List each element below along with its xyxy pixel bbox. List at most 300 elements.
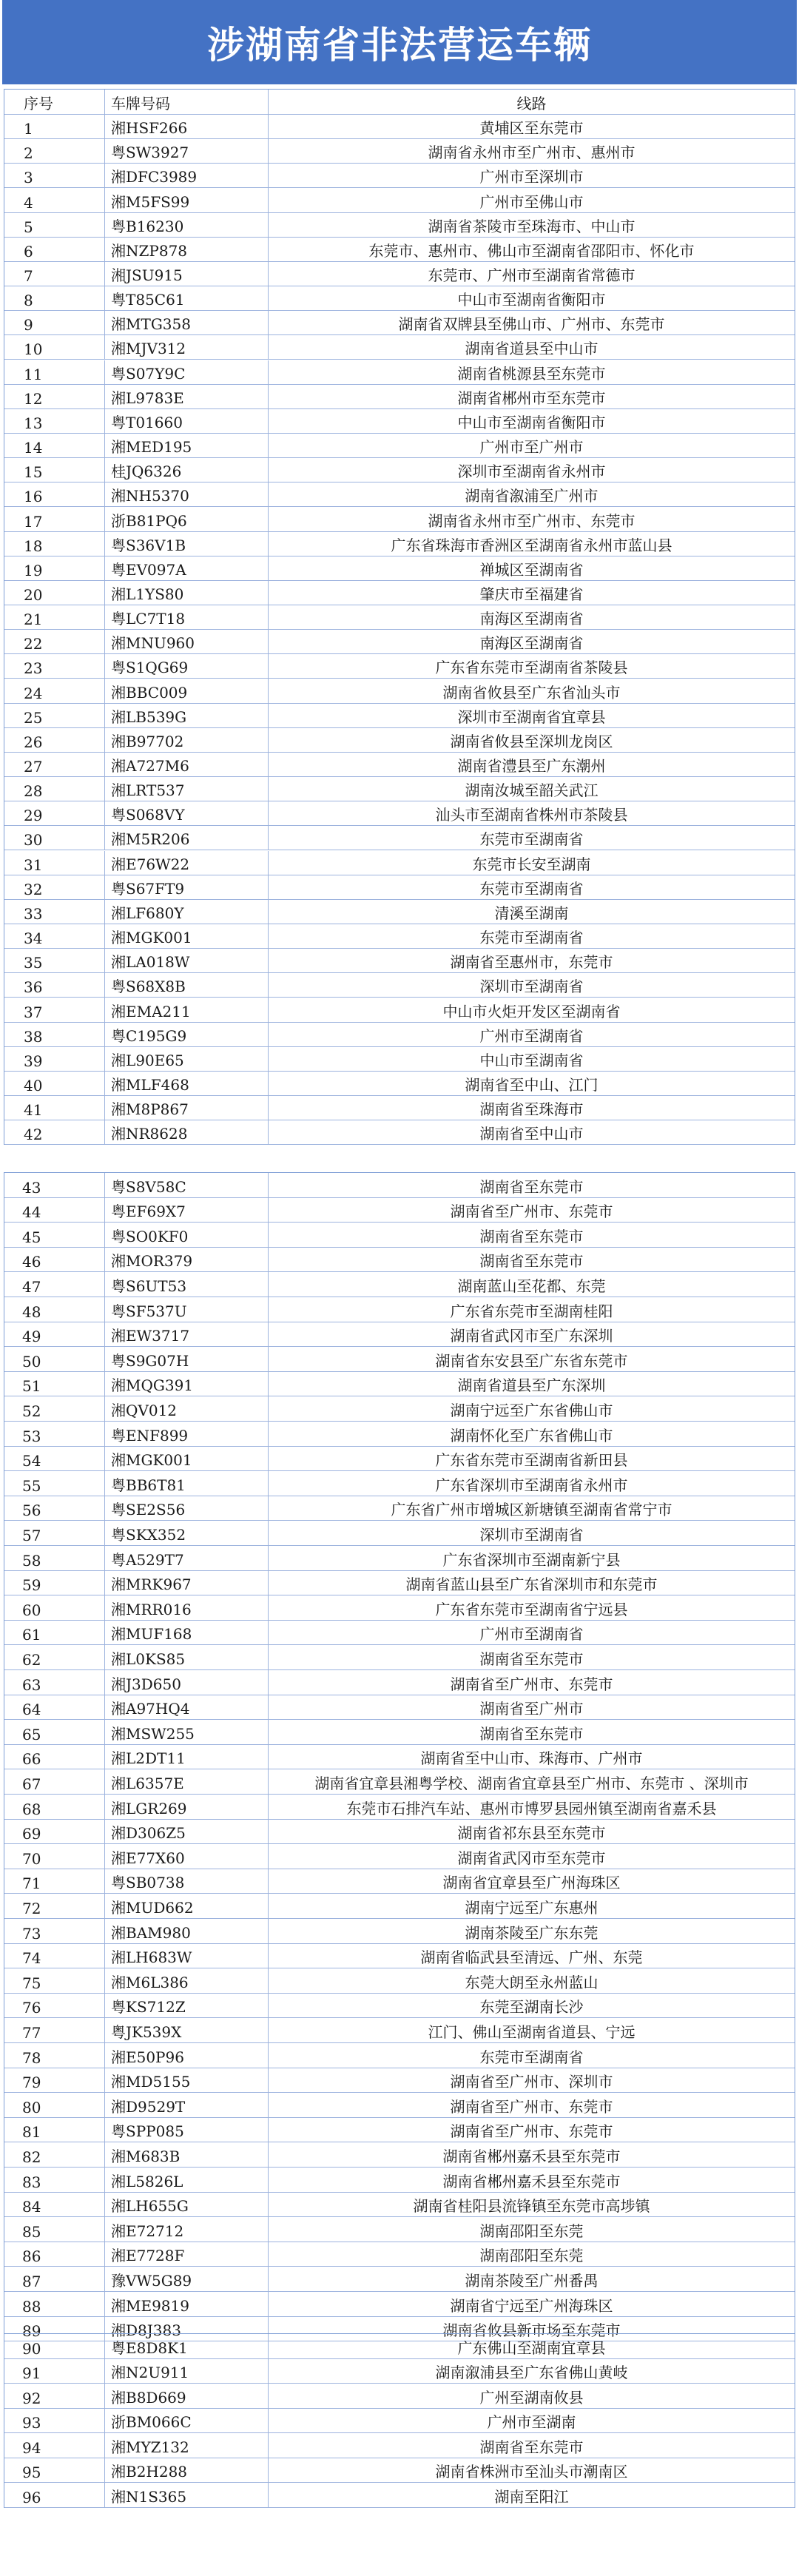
row-plate: 湘E50P96 (105, 2043, 269, 2068)
row-route: 湖南省郴州市至东莞市 (457, 389, 606, 407)
table-row (4, 1795, 795, 1820)
row-plate: 粤S068VY (105, 801, 269, 825)
row-plate: 湘B97702 (105, 728, 269, 752)
row-plate: 浙B81PQ6 (105, 507, 269, 531)
row-route: 湖南省至东莞市 (479, 1177, 584, 1196)
row-route: 湖南省武冈市至东莞市 (457, 1849, 606, 1867)
row-seq: 12 (4, 385, 105, 408)
row-route: 东莞市长安至湖南 (472, 855, 591, 873)
row-plate: 湘N2U911 (105, 2359, 269, 2384)
row-route: 中山市至湖南省衡阳市 (457, 291, 606, 309)
row-seq: 94 (4, 2433, 105, 2458)
table-row (4, 115, 795, 139)
row-seq: 58 (4, 1546, 105, 1570)
row-plate: 湘LA018W (105, 949, 269, 972)
row-seq: 78 (4, 2043, 105, 2068)
row-plate: 豫VW5G89 (105, 2267, 269, 2291)
row-route: 东莞市、广州市至湖南省常德市 (428, 266, 636, 285)
row-route: 东莞市至湖南省 (479, 2048, 584, 2066)
table-row (4, 434, 795, 458)
table-row (4, 2168, 795, 2193)
table-row (4, 801, 795, 826)
row-seq: 60 (4, 1595, 105, 1620)
row-plate: 湘MOR379 (105, 1248, 269, 1272)
table-row (4, 1297, 795, 1322)
row-plate: 湘QV012 (105, 1396, 269, 1421)
row-route: 湖南省攸县至广东省汕头市 (442, 683, 621, 702)
table-row (4, 385, 795, 409)
table-header (4, 90, 795, 115)
row-seq: 26 (4, 728, 105, 752)
table-row (4, 1769, 795, 1795)
table-row (4, 2018, 795, 2043)
row-route: 东莞市至湖南省 (479, 879, 584, 898)
row-plate: 湘M683B (105, 2142, 269, 2167)
row-route: 深圳市至湖南省宜章县 (457, 707, 606, 726)
row-plate: 粤EV097A (105, 556, 269, 580)
table-row (4, 188, 795, 212)
row-route: 湖南宁远至广东省佛山市 (450, 1401, 613, 1419)
table-row (4, 679, 795, 703)
row-plate: 粤B16230 (105, 213, 269, 237)
row-seq: 64 (4, 1695, 105, 1720)
row-plate: 湘M6L386 (105, 1968, 269, 1993)
row-plate: 湘MYZ132 (105, 2433, 269, 2458)
row-route: 湖南省至广州市 (479, 1700, 584, 1718)
row-seq: 56 (4, 1496, 105, 1521)
row-route: 广东省深圳市至湖南新宁县 (442, 1550, 621, 1569)
row-plate: 湘EMA211 (105, 998, 269, 1021)
table-row (4, 2267, 795, 2292)
table-row (4, 826, 795, 850)
row-plate: 湘B8D669 (105, 2384, 269, 2408)
table-row (4, 2359, 795, 2384)
row-seq: 62 (4, 1645, 105, 1669)
row-plate: 湘E76W22 (105, 851, 269, 875)
row-plate: 粤A529T7 (105, 1546, 269, 1570)
row-route: 江门、佛山至湖南省道县、宁远 (428, 2022, 636, 2041)
row-plate: 湘BAM980 (105, 1919, 269, 1943)
row-seq: 15 (4, 458, 105, 482)
row-seq: 5 (4, 213, 105, 237)
row-route: 湖南省至东莞市 (479, 1227, 584, 1245)
table-row (4, 1347, 795, 1372)
row-seq: 72 (4, 1894, 105, 1918)
row-seq: 47 (4, 1272, 105, 1297)
row-route: 湖南省宜章县湘粤学校、湖南省宜章县至广州市、东莞市 、深圳市 (314, 1774, 749, 1792)
row-plate: 粤S07Y9C (105, 360, 269, 384)
row-route: 广州市至湖南省 (479, 1026, 584, 1045)
row-seq: 42 (4, 1120, 105, 1144)
row-plate: 湘MUD662 (105, 1894, 269, 1918)
row-route: 湖南至阳江 (494, 2487, 569, 2506)
row-plate: 湘JSU915 (105, 262, 269, 286)
row-route: 湖南省至广州市、东莞市 (450, 2097, 613, 2116)
row-route: 东莞市至湖南省 (479, 830, 584, 849)
row-plate: 湘MNU960 (105, 630, 269, 653)
row-route: 湖南省郴州嘉禾县至东莞市 (442, 2172, 621, 2190)
row-seq: 81 (4, 2118, 105, 2142)
row-plate: 湘E7728F (105, 2242, 269, 2267)
row-seq: 70 (4, 1844, 105, 1869)
row-route: 湖南省至珠海市 (479, 1100, 584, 1119)
row-seq: 4 (4, 188, 105, 212)
row-plate: 湘MED195 (105, 434, 269, 457)
row-plate: 粤C195G9 (105, 1023, 269, 1046)
row-route: 中山市至湖南省衡阳市 (457, 413, 606, 431)
row-plate: 粤S36V1B (105, 532, 269, 556)
table-row (4, 2093, 795, 2118)
row-seq: 96 (4, 2483, 105, 2507)
table-row (4, 2458, 795, 2483)
row-seq: 23 (4, 654, 105, 678)
row-seq: 8 (4, 286, 105, 310)
row-seq: 95 (4, 2458, 105, 2483)
table-row (4, 1372, 795, 1397)
row-seq: 1 (4, 115, 105, 138)
row-seq: 51 (4, 1372, 105, 1396)
table-row (4, 1869, 795, 1894)
header-route: 线路 (516, 95, 547, 112)
table-row (4, 605, 795, 630)
row-route: 禅城区至湖南省 (479, 560, 584, 579)
table-row (4, 949, 795, 973)
table-row (4, 1173, 795, 1198)
row-seq: 34 (4, 924, 105, 948)
row-plate: 湘E72712 (105, 2217, 269, 2242)
table-row (4, 900, 795, 924)
row-route: 湖南省株洲市至汕头市潮南区 (435, 2463, 628, 2481)
row-route: 广州市至深圳市 (479, 168, 584, 186)
row-route: 深圳市至湖南省永州市 (457, 463, 606, 481)
row-route: 湖南省至东莞市 (479, 2438, 584, 2456)
table-row (4, 1447, 795, 1472)
row-seq: 84 (4, 2193, 105, 2217)
row-route: 湖南省武冈市至广东深圳 (450, 1327, 613, 1345)
row-route: 广东省珠海市香洲区至湖南省永州市蓝山县 (391, 536, 672, 554)
table-row (4, 998, 795, 1022)
row-route: 湖南省至中山、江门 (465, 1075, 599, 1094)
table-row (4, 139, 795, 164)
row-seq: 40 (4, 1072, 105, 1095)
table-row (4, 1198, 795, 1223)
table-row (4, 581, 795, 605)
row-seq: 61 (4, 1621, 105, 1645)
row-route: 湖南茶陵至广州番禺 (465, 2271, 599, 2290)
table-row (4, 311, 795, 335)
row-route: 湖南省茶陵市至珠海市、中山市 (428, 217, 636, 235)
header-seq: 序号 (4, 90, 105, 114)
row-route: 湖南省永州市至广州市、惠州市 (428, 144, 636, 162)
row-plate: 粤S68X8B (105, 973, 269, 997)
row-plate: 粤S8V58C (105, 1173, 269, 1197)
row-plate: 粤SF537U (105, 1297, 269, 1322)
row-route: 湖南省桃源县至东莞市 (457, 364, 606, 383)
row-seq: 44 (4, 1198, 105, 1223)
table-row (4, 1096, 795, 1120)
row-seq: 16 (4, 482, 105, 506)
row-plate: 粤T85C61 (105, 286, 269, 310)
row-plate: 湘MLF468 (105, 1072, 269, 1095)
row-route: 湖南省至东莞市 (479, 1252, 584, 1271)
row-route: 湖南蓝山至花都、东莞 (457, 1277, 606, 1295)
row-route: 湖南省至广州市、东莞市 (450, 1675, 613, 1693)
row-seq: 11 (4, 360, 105, 384)
row-route: 黄埔区至东莞市 (479, 119, 584, 138)
row-plate: 湘MRK967 (105, 1571, 269, 1595)
row-plate: 湘B2H288 (105, 2458, 269, 2483)
row-seq: 53 (4, 1422, 105, 1446)
row-seq: 92 (4, 2384, 105, 2408)
row-seq: 19 (4, 556, 105, 580)
row-route: 湖南省至惠州市，东莞市 (450, 953, 613, 972)
row-plate: 粤S67FT9 (105, 875, 269, 899)
row-route: 东莞市石排汽车站、惠州市博罗县园州镇至湖南省嘉禾县 (346, 1799, 717, 1817)
row-route: 湖南省至东莞市 (479, 1649, 584, 1668)
table-row (4, 1496, 795, 1521)
row-route: 广东省东莞市至湖南桂阳 (450, 1302, 613, 1320)
row-plate: 湘LRT537 (105, 777, 269, 801)
table-row (4, 2334, 795, 2359)
row-route: 中山市火炬开发区至湖南省 (442, 1002, 621, 1020)
row-seq: 90 (4, 2334, 105, 2358)
row-plate: 湘MTG358 (105, 311, 269, 334)
row-plate: 湘E77X60 (105, 1844, 269, 1869)
row-seq: 59 (4, 1571, 105, 1595)
row-seq: 18 (4, 532, 105, 556)
row-route: 湖南省临武县至清远、广州、东莞 (420, 1948, 643, 1967)
row-seq: 21 (4, 605, 105, 629)
table-row (4, 1844, 795, 1869)
row-route: 广东佛山至湖南宜章县 (457, 2338, 606, 2357)
row-seq: 6 (4, 238, 105, 261)
table-row (4, 1621, 795, 1646)
row-plate: 湘L90E65 (105, 1047, 269, 1071)
table-section-1 (4, 89, 795, 1145)
row-plate: 湘BBC009 (105, 679, 269, 702)
row-seq: 31 (4, 851, 105, 875)
row-route: 湖南省永州市至广州市、东莞市 (428, 511, 636, 530)
row-plate: 湘J3D650 (105, 1670, 269, 1695)
table-row (4, 630, 795, 654)
table-row (4, 1072, 795, 1096)
table-row (4, 1968, 795, 1994)
table-row (4, 753, 795, 777)
row-route: 湖南省宜章县至广州海珠区 (442, 1874, 621, 1892)
row-seq: 82 (4, 2142, 105, 2167)
row-route: 广州市至广州市 (479, 438, 584, 457)
row-seq: 45 (4, 1223, 105, 1247)
row-seq: 87 (4, 2267, 105, 2291)
row-seq: 85 (4, 2217, 105, 2242)
row-seq: 54 (4, 1447, 105, 1471)
row-seq: 83 (4, 2168, 105, 2192)
row-plate: 粤SW3927 (105, 139, 269, 163)
table-row (4, 1023, 795, 1047)
row-plate: 粤BB6T81 (105, 1471, 269, 1496)
row-route: 湖南省祁东县至东莞市 (457, 1824, 606, 1843)
row-plate: 粤SO0KF0 (105, 1223, 269, 1247)
row-plate: 湘M5R206 (105, 826, 269, 850)
table-row (4, 1595, 795, 1621)
row-plate: 湘MJV312 (105, 335, 269, 359)
row-plate: 湘DFC3989 (105, 164, 269, 187)
table-row (4, 238, 795, 262)
row-plate: 湘A727M6 (105, 753, 269, 776)
row-seq: 25 (4, 704, 105, 727)
table-row (4, 1670, 795, 1695)
row-seq: 93 (4, 2409, 105, 2433)
row-route: 东莞市、惠州市、佛山市至湖南省邵阳市、怀化市 (368, 241, 695, 260)
row-route: 广东省深圳市至湖南省永州市 (435, 1476, 628, 1494)
table-row (4, 728, 795, 753)
row-plate: 湘L0KS85 (105, 1645, 269, 1669)
row-plate: 湘NR8628 (105, 1120, 269, 1144)
row-plate: 粤S1QG69 (105, 654, 269, 678)
row-plate: 湘LF680Y (105, 900, 269, 924)
table-row (4, 360, 795, 385)
row-seq: 65 (4, 1720, 105, 1744)
row-route: 湖南宁远至广东惠州 (465, 1898, 599, 1917)
row-seq: 50 (4, 1347, 105, 1371)
row-seq: 36 (4, 973, 105, 997)
table-row (4, 556, 795, 581)
row-route: 广州市至湖南 (487, 2413, 576, 2431)
row-plate: 粤T01660 (105, 409, 269, 433)
table-row (4, 851, 795, 875)
row-route: 广州市至佛山市 (479, 192, 584, 211)
row-route: 湖南省桂阳县流锋镇至东莞市高埗镇 (413, 2197, 650, 2216)
row-seq: 30 (4, 826, 105, 850)
row-seq: 10 (4, 335, 105, 359)
table-row (4, 1994, 795, 2019)
row-seq: 57 (4, 1521, 105, 1545)
table-row (4, 2384, 795, 2409)
row-route: 湖南省至东莞市 (479, 1724, 584, 1743)
row-seq: 89 (4, 2317, 105, 2341)
row-seq: 69 (4, 1820, 105, 1844)
row-seq: 74 (4, 1944, 105, 1968)
row-plate: 湘LB539G (105, 704, 269, 727)
table-row (4, 1322, 795, 1348)
row-route: 广东省东莞市至湖南省新田县 (435, 1451, 628, 1470)
row-route: 湖南省道县至广东深圳 (457, 1376, 606, 1395)
row-route: 东莞至湖南长沙 (479, 1998, 584, 2017)
row-seq: 55 (4, 1471, 105, 1496)
row-plate: 湘HSF266 (105, 115, 269, 138)
row-route: 东莞大朗至永州蓝山 (465, 1973, 599, 1991)
row-plate: 湘D8J383 (105, 2317, 269, 2341)
row-route: 湖南省至广州市、东莞市 (450, 1203, 613, 1221)
table-row (4, 1546, 795, 1571)
row-plate: 湘MQG391 (105, 1372, 269, 1396)
row-route: 南海区至湖南省 (479, 634, 584, 653)
row-route: 湖南省道县至中山市 (465, 340, 599, 358)
row-seq: 75 (4, 1968, 105, 1993)
row-plate: 粤SE2S56 (105, 1496, 269, 1521)
header-plate: 车牌号码 (105, 90, 269, 114)
row-plate: 湘MSW255 (105, 1720, 269, 1744)
row-plate: 湘MUF168 (105, 1621, 269, 1645)
row-plate: 湘MGK001 (105, 924, 269, 948)
row-seq: 46 (4, 1248, 105, 1272)
row-plate: 浙BM066C (105, 2409, 269, 2433)
row-seq: 68 (4, 1795, 105, 1819)
row-route: 湖南省至广州市、深圳市 (450, 2073, 613, 2091)
table-row (4, 286, 795, 311)
table-row (4, 654, 795, 679)
row-route: 湖南邵阳至东莞 (479, 2247, 584, 2265)
row-plate: 粤KS712Z (105, 1994, 269, 2018)
table-row (4, 1944, 795, 1969)
row-route: 湖南省郴州嘉禾县至东莞市 (442, 2147, 621, 2165)
row-seq: 41 (4, 1096, 105, 1120)
row-plate: 粤S9G07H (105, 1347, 269, 1371)
row-plate: 湘L1YS80 (105, 581, 269, 605)
row-route: 湖南省溆浦至广州市 (465, 487, 599, 505)
row-route: 湖南省双牌县至佛山市、广州市、东莞市 (398, 315, 665, 334)
row-seq: 38 (4, 1023, 105, 1046)
row-seq: 27 (4, 753, 105, 776)
row-seq: 9 (4, 311, 105, 334)
row-route: 清溪至湖南 (494, 904, 569, 922)
row-seq: 79 (4, 2068, 105, 2093)
row-seq: 71 (4, 1869, 105, 1894)
row-seq: 28 (4, 777, 105, 801)
row-plate: 粤ENF899 (105, 1422, 269, 1446)
row-route: 广东省东莞市至湖南省茶陵县 (435, 659, 628, 677)
table-row (4, 507, 795, 531)
row-route: 中山市至湖南省 (479, 1051, 584, 1069)
row-seq: 48 (4, 1297, 105, 1322)
title-bar (2, 0, 797, 84)
table-row (4, 777, 795, 801)
row-route: 湖南省攸县至深圳龙岗区 (450, 732, 613, 750)
row-plate: 湘LGR269 (105, 1795, 269, 1819)
row-route: 湖南省蓝山县至广东省深圳市和东莞市 (405, 1575, 658, 1594)
row-plate: 湘MD5155 (105, 2068, 269, 2093)
row-plate: 湘M8P867 (105, 1096, 269, 1120)
row-route: 湖南省东安县至广东省东莞市 (435, 1351, 628, 1370)
table-row (4, 164, 795, 188)
table-row (4, 1919, 795, 1944)
row-plate: 湘L5826L (105, 2168, 269, 2192)
row-seq: 86 (4, 2242, 105, 2267)
row-plate: 湘MGK001 (105, 1447, 269, 1471)
row-plate: 湘NZP878 (105, 238, 269, 261)
row-seq: 63 (4, 1670, 105, 1695)
row-route: 湖南茶陵至广东东莞 (465, 1923, 599, 1942)
table-row (4, 2433, 795, 2458)
row-seq: 32 (4, 875, 105, 899)
row-seq: 66 (4, 1745, 105, 1769)
table-row (4, 1272, 795, 1297)
row-route: 湖南怀化至广东省佛山市 (450, 1426, 613, 1445)
table-row (4, 2193, 795, 2218)
table-row (4, 704, 795, 728)
row-seq: 43 (4, 1173, 105, 1197)
row-route: 东莞市至湖南省 (479, 929, 584, 947)
table-row (4, 2142, 795, 2168)
row-seq: 39 (4, 1047, 105, 1071)
row-seq: 88 (4, 2292, 105, 2316)
row-plate: 粤SPP085 (105, 2118, 269, 2142)
table-row (4, 213, 795, 238)
row-seq: 20 (4, 581, 105, 605)
table-row (4, 335, 795, 360)
table-row (4, 1248, 795, 1273)
row-plate: 湘ME9819 (105, 2292, 269, 2316)
